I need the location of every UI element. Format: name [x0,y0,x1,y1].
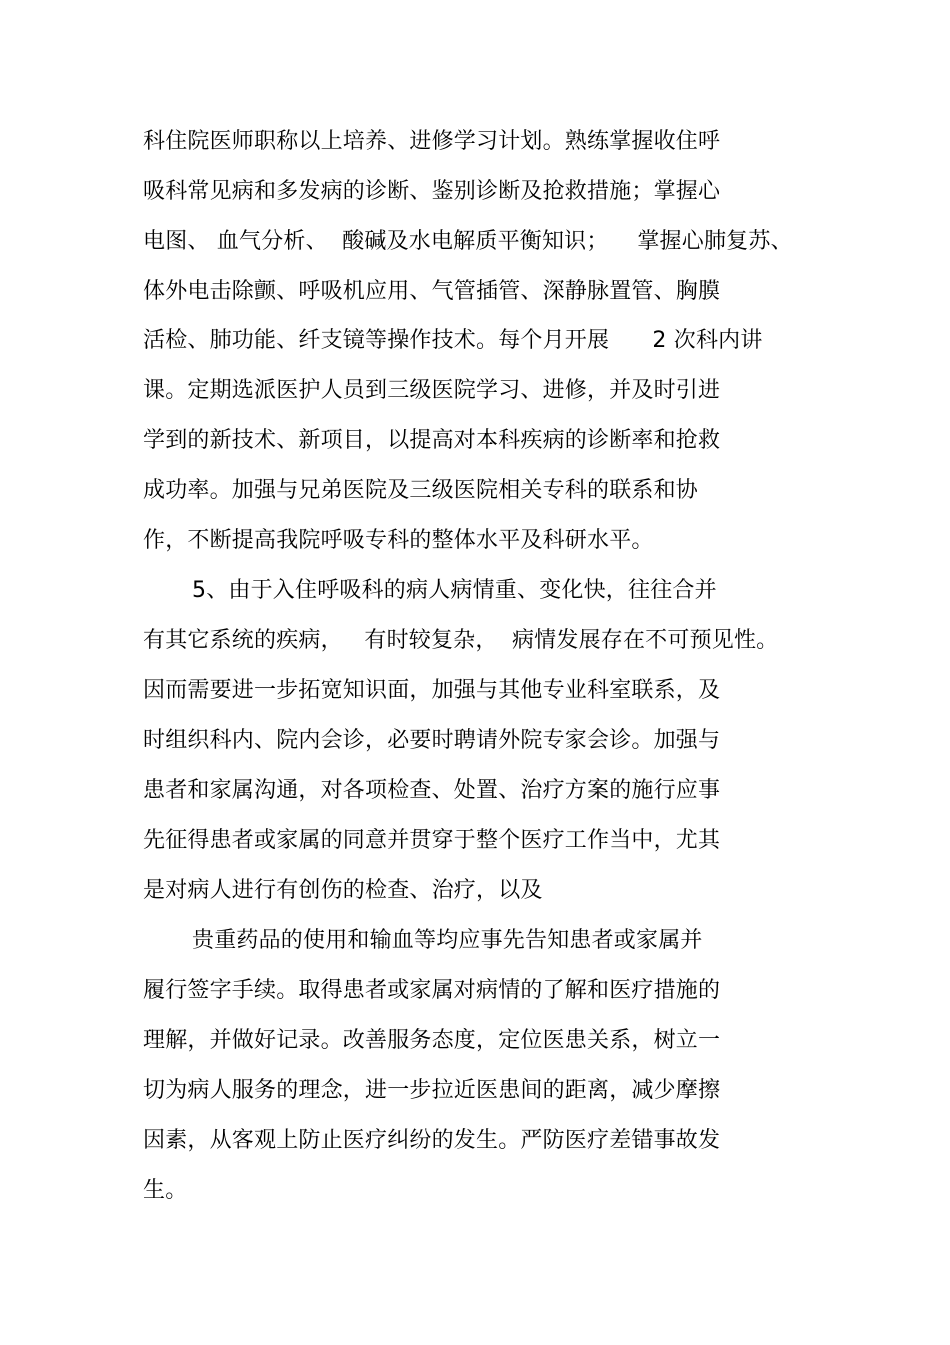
text-line: 切为病人服务的理念，进一步拉近医患间的距离，减少摩擦 [143,1078,721,1103]
text-line: 成功率。加强与兄弟医院及三级医院相关专科的联系和协 [143,478,699,503]
text-line: 有其它系统的疾病， 有时较复杂， 病情发展存在不可预见性。 [143,628,779,653]
text-line: 电图、 血气分析、 酸碱及水电解质平衡知识； 掌握心肺复苏、 [143,229,793,254]
paragraph-start-line: 5、由于入住呼吸科的病人病情重、变化快，往往合并 [192,578,717,603]
text-line: 活检、肺功能、纤支镜等操作技术。每个月开展 2 次科内讲 [143,328,763,353]
text-line: 履行签字手续。取得患者或家属对病情的了解和医疗措施的 [143,978,721,1003]
text-line: 是对病人进行有创伤的检查、治疗，以及 [143,878,543,903]
text-line: 患者和家属沟通，对各项检查、处置、治疗方案的施行应事 [143,778,721,803]
text-line: 时组织科内、院内会诊，必要时聘请外院专家会诊。加强与 [143,728,721,753]
text-line: 体外电击除颤、呼吸机应用、气管插管、深静脉置管、胸膜 [143,279,721,304]
text-line: 吸科常见病和多发病的诊断、鉴别诊断及抢救措施；掌握心 [143,179,721,204]
text-line: 因素，从客观上防止医疗纠纷的发生。严防医疗差错事故发 [143,1128,721,1153]
text-line: 理解，并做好记录。改善服务态度，定位医患关系，树立一 [143,1028,721,1053]
text-line: 因而需要进一步拓宽知识面，加强与其他专业科室联系，及 [143,678,721,703]
text-line: 生。 [143,1178,188,1203]
paragraph-start-line: 贵重药品的使用和输血等均应事先告知患者或家属并 [192,928,703,953]
text-line: 作，不断提高我院呼吸专科的整体水平及科研水平。 [143,528,654,553]
text-line: 科住院医师职称以上培养、进修学习计划。熟练掌握收住呼 [143,129,721,154]
text-line: 学到的新技术、新项目，以提高对本科疾病的诊断率和抢救 [143,428,721,453]
text-line: 先征得患者或家属的同意并贯穿于整个医疗工作当中，尤其 [143,828,721,853]
text-line: 课。定期选派医护人员到三级医院学习、进修，并及时引进 [143,378,721,403]
